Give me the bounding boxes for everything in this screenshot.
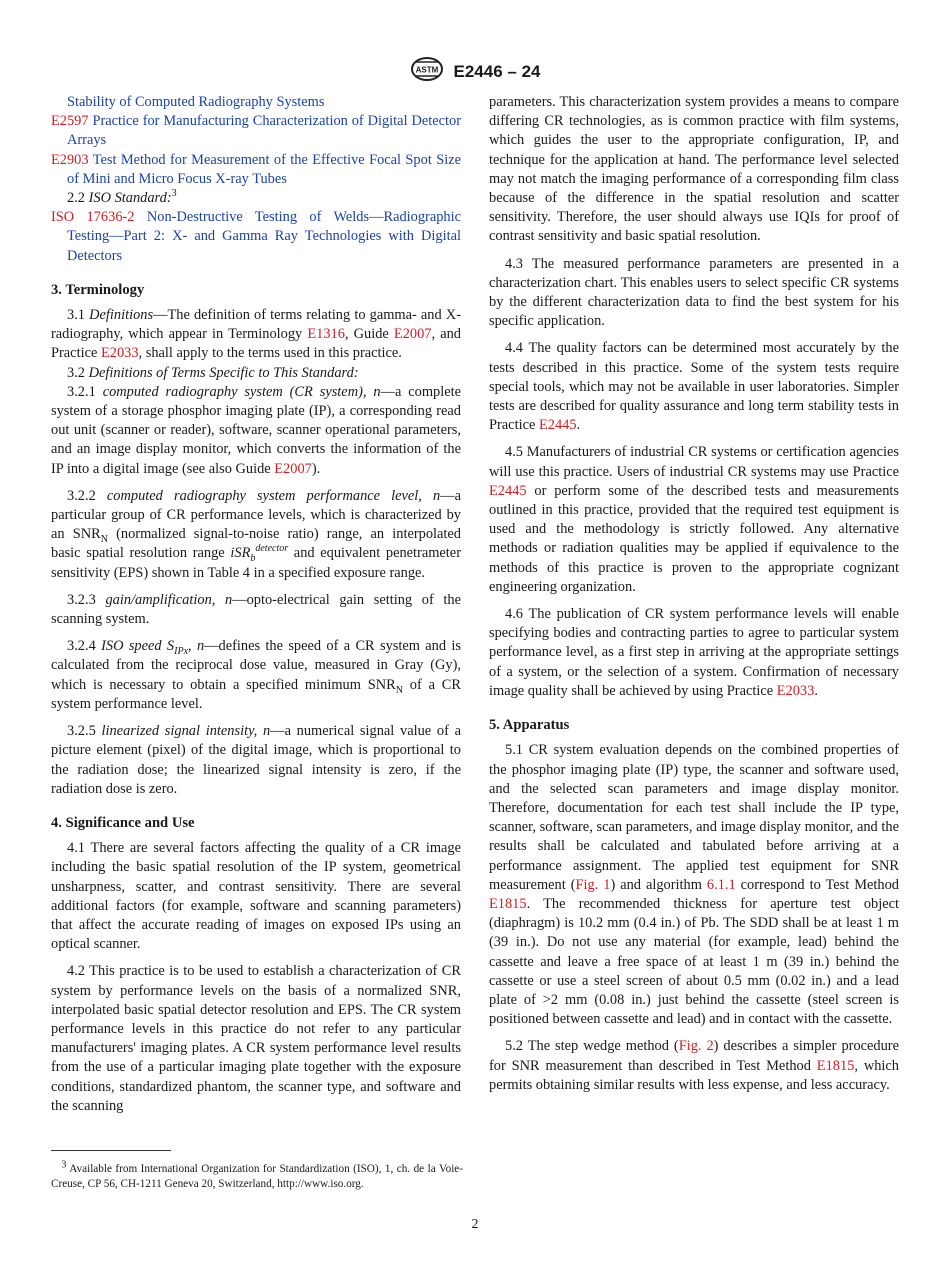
ref-link[interactable]: E2033 bbox=[776, 682, 815, 699]
ref-iso-17636-2 bbox=[51, 208, 461, 266]
figure-link[interactable]: Fig. 1 bbox=[575, 876, 611, 893]
para-5-1: 5.1 CR system evaluation depends on the combined properties of the phosphor imaging plate (IP) type, the scanner and software used, and the selected scan parameters and image display monitor. Therefore, documentation for each test shall include the IP type, scanner, software, scan parameters, and image display monitor, and the results shall be calculated and tabulated before arriving at a performance assignment. The applied test equipment for SNR measurement (Fig. 1) and algorithm 6.1.1 correspond to Test Method E1815. The recommended thickness for aperture test object (diaphragm) is 10.2 mm (0.4 in.) of Pb. The SDD shall be at least 1 m (39 in.). Do not use any material (for example, lead) behind the cassette and leave a free space of at least 1 m (39 in.) behind the cassette or use a steel screen of about 0.5 mm (0.02 in.) and a lead plate of >2 mm (0.08 in.) just behind the cassette (steel screen is positioned between cassette and lead) and in contact with the cassette. bbox=[489, 742, 899, 1028]
iso-standard-heading: 2.2 ISO Standard:$^3$ bbox=[67, 188, 177, 207]
ref-title: Non-Destructive Testing of Welds—Radiographic Testing—Part 2: X- and Gamma Ray Technologies with Digital Detectors bbox=[67, 209, 461, 264]
page-number: 2 bbox=[471, 1217, 479, 1232]
para-4-1: 4.1 There are several factors affecting the quality of a CR image including the basic spatial resolution of the IP system, geometrical unsharpness, scatter, and contrast sensitivity. There are several additional factors (for example, software and scanning parameters) that affect the accurate reading of images on exposed IPs using an optical scanner. bbox=[51, 840, 461, 953]
figure-link[interactable]: Fig. 2 bbox=[678, 1038, 714, 1055]
ref-e2597 bbox=[51, 112, 461, 150]
para-3-2-3: 3.2.3 gain/amplification, n—opto-electrical gain setting of the scanning system. bbox=[51, 591, 461, 628]
ref-link[interactable]: E2033 bbox=[100, 345, 139, 362]
right-column bbox=[489, 93, 899, 1095]
para-3-2: 3.2 Definitions of Terms Specific to This Standard: bbox=[67, 364, 359, 381]
para-4-6: 4.6 The publication of CR system performance levels will enable specifying bodies and contracting parties to agree to particular system performance level, as a first step in arriving at the appropriate settings of a system, or the selection of a system. Confirmation of necessary image quality shall be achieved by using Practice E2033. bbox=[489, 606, 899, 699]
ref-link[interactable]: E2007 bbox=[274, 460, 312, 477]
page-header bbox=[0, 56, 950, 87]
para-4-2: 4.2 This practice is to be used to establish a characterization of CR system by performance levels on the basis of a normalized SNR, interpolated basic spatial detector resolution and EPS. The CR system performance levels in this practice do not refer to any particular manufacturers' imaging plates. A CR system performance level results from the use of a particular imaging plate together with the exposure conditions, standardized phantom, the scanner type, and software and the scanning bbox=[51, 963, 461, 1114]
ref-link[interactable]: E2445 bbox=[489, 482, 527, 499]
section-link[interactable]: 6.1.1 bbox=[706, 876, 736, 893]
para-4-4: 4.4 The quality factors can be determined most accurately by the tests described in this practice. Some of the system tests require special tools, which may not be available in user laboratories. Simpler tests are described for quality assurance and long term stability tests in Practice E2445. bbox=[489, 340, 899, 434]
para-3-2-1: 3.2.1 computed radiography system (CR system), n—a complete system of a storage phosphor imaging plate (IP), a corresponding read out unit (scanner or reader), software, scanner operational parameters, and an image display monitor, which converts the information of the IP into a digital image (see also Guide E2007). bbox=[51, 383, 461, 477]
ref-link[interactable]: E1815 bbox=[489, 895, 527, 912]
para-3-1: 3.1 Definitions—The definition of terms relating to gamma- and X-radiography, which appear in Terminology E1316, Guide E2007, and Practice E2033, shall apply to the terms used in this practice. bbox=[51, 307, 461, 362]
section-4-heading: 4. Significance and Use bbox=[51, 814, 195, 831]
ref-link[interactable]: E1815 bbox=[816, 1057, 855, 1074]
para-5-2: 5.2 The step wedge method (Fig. 2) describes a simpler procedure for SNR measurement than described in Test Method E1815, which permits obtaining similar results with less expense, and less accuracy. bbox=[489, 1038, 899, 1093]
para-3-2-4: 3.2.4 ISO speed $S_{IPx}$, n—defines the speed of a CR system and is calculated from the reciprocal dose value, measured in Gray (Gy), which is necessary to obtain a specified minimum $SNR_N$ of a CR system performance level. bbox=[51, 638, 461, 712]
ref-e2903 bbox=[51, 151, 461, 189]
ref-title: Practice for Manufacturing Characterization of Digital Detector Arrays bbox=[67, 113, 461, 149]
para-4-2-continued: parameters. This characterization system provides a means to compare differing CR technologies, as is common practice with film systems, which guides the user to the appropriate configuration, IP, and technique for the application at hand. The performance level selected may not match the imaging performance of a corresponding film class because of the difference in the spatial resolution and scatter sensitivity. Therefore, the user should always use IQIs for proof of contrast sensitivity and basic spatial resolution. bbox=[489, 94, 899, 245]
footnote-divider bbox=[51, 1150, 171, 1151]
para-4-3: 4.3 The measured performance parameters are presented in a characterization chart. This enables users to select specific CR systems by the different characterization data to find the best system for his specific application. bbox=[489, 255, 899, 330]
left-column bbox=[51, 93, 461, 1116]
ref-code-link[interactable]: ISO 17636-2 bbox=[51, 209, 135, 226]
section-3-heading: 3. Terminology bbox=[51, 281, 145, 298]
logo-text: ASTM bbox=[415, 65, 438, 75]
para-3-2-2: 3.2.2 computed radiography system performance level, n—a particular group of CR performance levels, which is characterized by an $SNR_N$ (normalized signal-to-noise ratio) range, an interpolated basic spatial resolution range iSR$_b^{detector}$ and equivalent penetrameter sensitivity (EPS) shown in Table 4 in a specified exposure range. bbox=[51, 487, 461, 581]
ref-link[interactable]: E2007 bbox=[393, 326, 432, 343]
astm-logo-icon bbox=[410, 56, 444, 87]
footnote: $^3$ Available from International Organization for Standardization (ISO), 1, ch. de la Voie-Creuse, CP 56, CH-1211 Geneva 20, Switzerland, http://www.iso.org. bbox=[51, 1159, 463, 1190]
ref-link[interactable]: E1316 bbox=[307, 326, 345, 343]
ref-title: Test Method for Measurement of the Effective Focal Spot Size of Mini and Micro Focus X-ray Tubes bbox=[67, 151, 461, 187]
para-4-5: 4.5 Manufacturers of industrial CR systems or certification agencies will use this practice. Users of industrial CR systems may use Practice E2445 or perform some of the described tests and measurements outlined in this practice, provided that the required test equipment is used and the methodology is strictly followed. Any alternative methods or radiation qualities may be applied if equivalence to the methods of this practice is proven to the appropriate cognizant engineering organization. bbox=[489, 444, 899, 595]
ref-continuation: Stability of Computed Radiography Systems bbox=[67, 94, 325, 110]
ref-code-link[interactable]: E2903 bbox=[51, 151, 89, 168]
document-id: E2446 – 24 bbox=[453, 61, 541, 81]
para-3-2-5: 3.2.5 linearized signal intensity, n—a numerical signal value of a picture element (pixel) of the digital image, which is proportional to the radiation dose; the linearized signal intensity is zero, if the radiation dose is zero. bbox=[51, 723, 461, 797]
ref-code-link[interactable]: E2597 bbox=[51, 113, 89, 130]
ref-link[interactable]: E2445 bbox=[538, 417, 577, 434]
footnote-mark: 3 bbox=[171, 188, 177, 200]
section-5-heading: 5. Apparatus bbox=[489, 717, 570, 734]
